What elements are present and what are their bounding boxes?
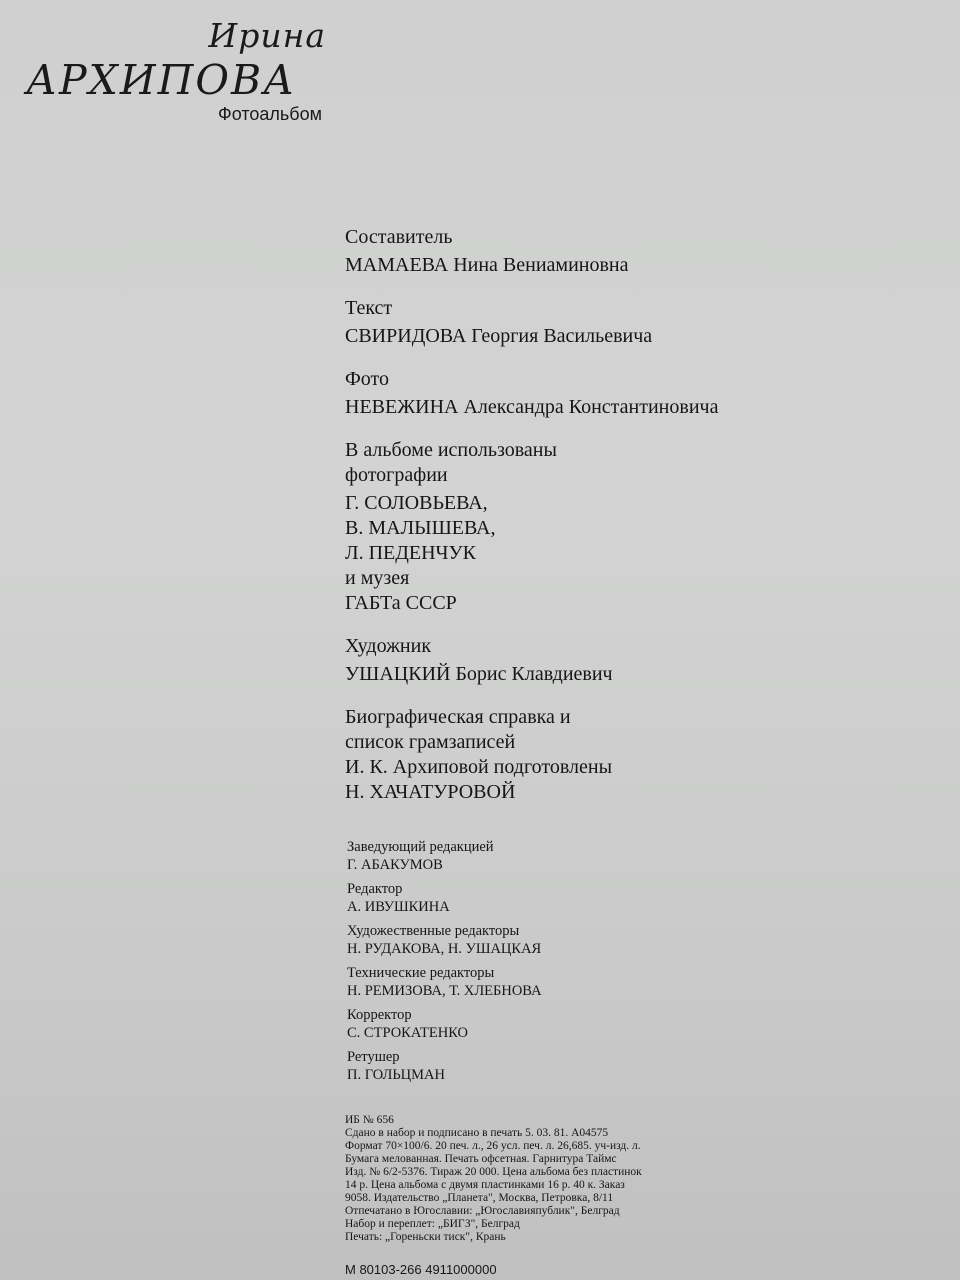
credit-name: и музея [345, 567, 410, 589]
staff-role: Технические редакторы [347, 965, 495, 981]
imprint-block [345, 1114, 765, 1244]
staff-name: Н. РУДАКОВА, Н. УШАЦКАЯ [347, 941, 542, 957]
editorial-staff [347, 838, 767, 1090]
credit-role: Текст [345, 297, 393, 319]
author-last-name: АРХИПОВА [26, 56, 297, 104]
credit-role: фотографии [345, 464, 448, 486]
credit-name: В. МАЛЫШЕВА, [345, 517, 496, 539]
publication-index-code: М 80103-266 4911000000 [345, 1262, 497, 1277]
author-first-name: Ирина [208, 16, 326, 55]
credit-name: ГАБТа СССР [345, 592, 457, 614]
staff-item [347, 1048, 767, 1084]
imprint-line: 9058. Издательство „Планета", Москва, Петровка, 8/11 [345, 1192, 614, 1204]
imprint-line: Сдано в набор и подписано в печать 5. 03. 81. А04575 [345, 1127, 609, 1139]
staff-name: П. ГОЛЬЦМАН [347, 1067, 445, 1083]
staff-name: А. ИВУШКИНА [347, 899, 450, 915]
imprint-line: Формат 70×100/6. 20 печ. л., 26 усл. печ. л. 26,685. уч-изд. л. [345, 1140, 641, 1152]
credit-biography [345, 705, 905, 805]
credits-list [345, 225, 905, 823]
credit-role: Фото [345, 368, 390, 390]
imprint-line: ИБ № 656 [345, 1114, 394, 1126]
credit-role: список грамзаписей [345, 731, 516, 753]
credit-role: Биографическая справка и [345, 706, 571, 728]
staff-item [347, 964, 767, 1000]
credit-name: СВИРИДОВА Георгия Васильевича [345, 325, 653, 347]
staff-role: Ретушер [347, 1049, 400, 1065]
imprint-line: Изд. № 6/2-5376. Тираж 20 000. Цена альбома без пластинок [345, 1166, 642, 1178]
credit-name: Г. СОЛОВЬЕВА, [345, 492, 488, 514]
credit-photo-sources [345, 438, 905, 616]
imprint-line: Бумага мелованная. Печать офсетная. Гарнитура Таймс [345, 1153, 617, 1165]
imprint-line: Отпечатано в Югославии: „Югославияпублик", Белград [345, 1205, 620, 1217]
credit-photo [345, 367, 905, 420]
staff-role: Корректор [347, 1007, 412, 1023]
staff-item [347, 1006, 767, 1042]
staff-name: Н. РЕМИЗОВА, Т. ХЛЕБНОВА [347, 983, 542, 999]
credit-role: В альбоме использованы [345, 439, 557, 461]
credit-compiler [345, 225, 905, 278]
staff-role: Редактор [347, 881, 403, 897]
credit-role: Составитель [345, 226, 453, 248]
credit-role: И. К. Архиповой подготовлены [345, 756, 613, 778]
staff-item [347, 880, 767, 916]
staff-role: Заведующий редакцией [347, 839, 494, 855]
staff-name: С. СТРОКАТЕНКО [347, 1025, 468, 1041]
credit-name: Л. ПЕДЕНЧУК [345, 542, 477, 564]
staff-name: Г. АБАКУМОВ [347, 857, 443, 873]
staff-item [347, 838, 767, 874]
credit-artist [345, 634, 905, 687]
credit-name: НЕВЕЖИНА Александра Константиновича [345, 396, 719, 418]
album-subtitle: Фотоальбом [218, 104, 322, 124]
credit-role: Художник [345, 635, 432, 657]
credit-name: УШАЦКИЙ Борис Клавдиевич [345, 663, 613, 685]
credit-name: Н. ХАЧАТУРОВОЙ [345, 781, 516, 803]
credit-name: МАМАЕВА Нина Вениаминовна [345, 254, 629, 276]
album-title [22, 12, 332, 127]
imprint-line: Печать: „Гореньски тиск", Крань [345, 1231, 506, 1243]
credit-text [345, 296, 905, 349]
staff-role: Художественные редакторы [347, 923, 520, 939]
imprint-line: 14 р. Цена альбома с двумя пластинками 16 р. 40 к. Заказ [345, 1179, 625, 1191]
staff-item [347, 922, 767, 958]
imprint-line: Набор и переплет: „БИГЗ", Белград [345, 1218, 520, 1230]
